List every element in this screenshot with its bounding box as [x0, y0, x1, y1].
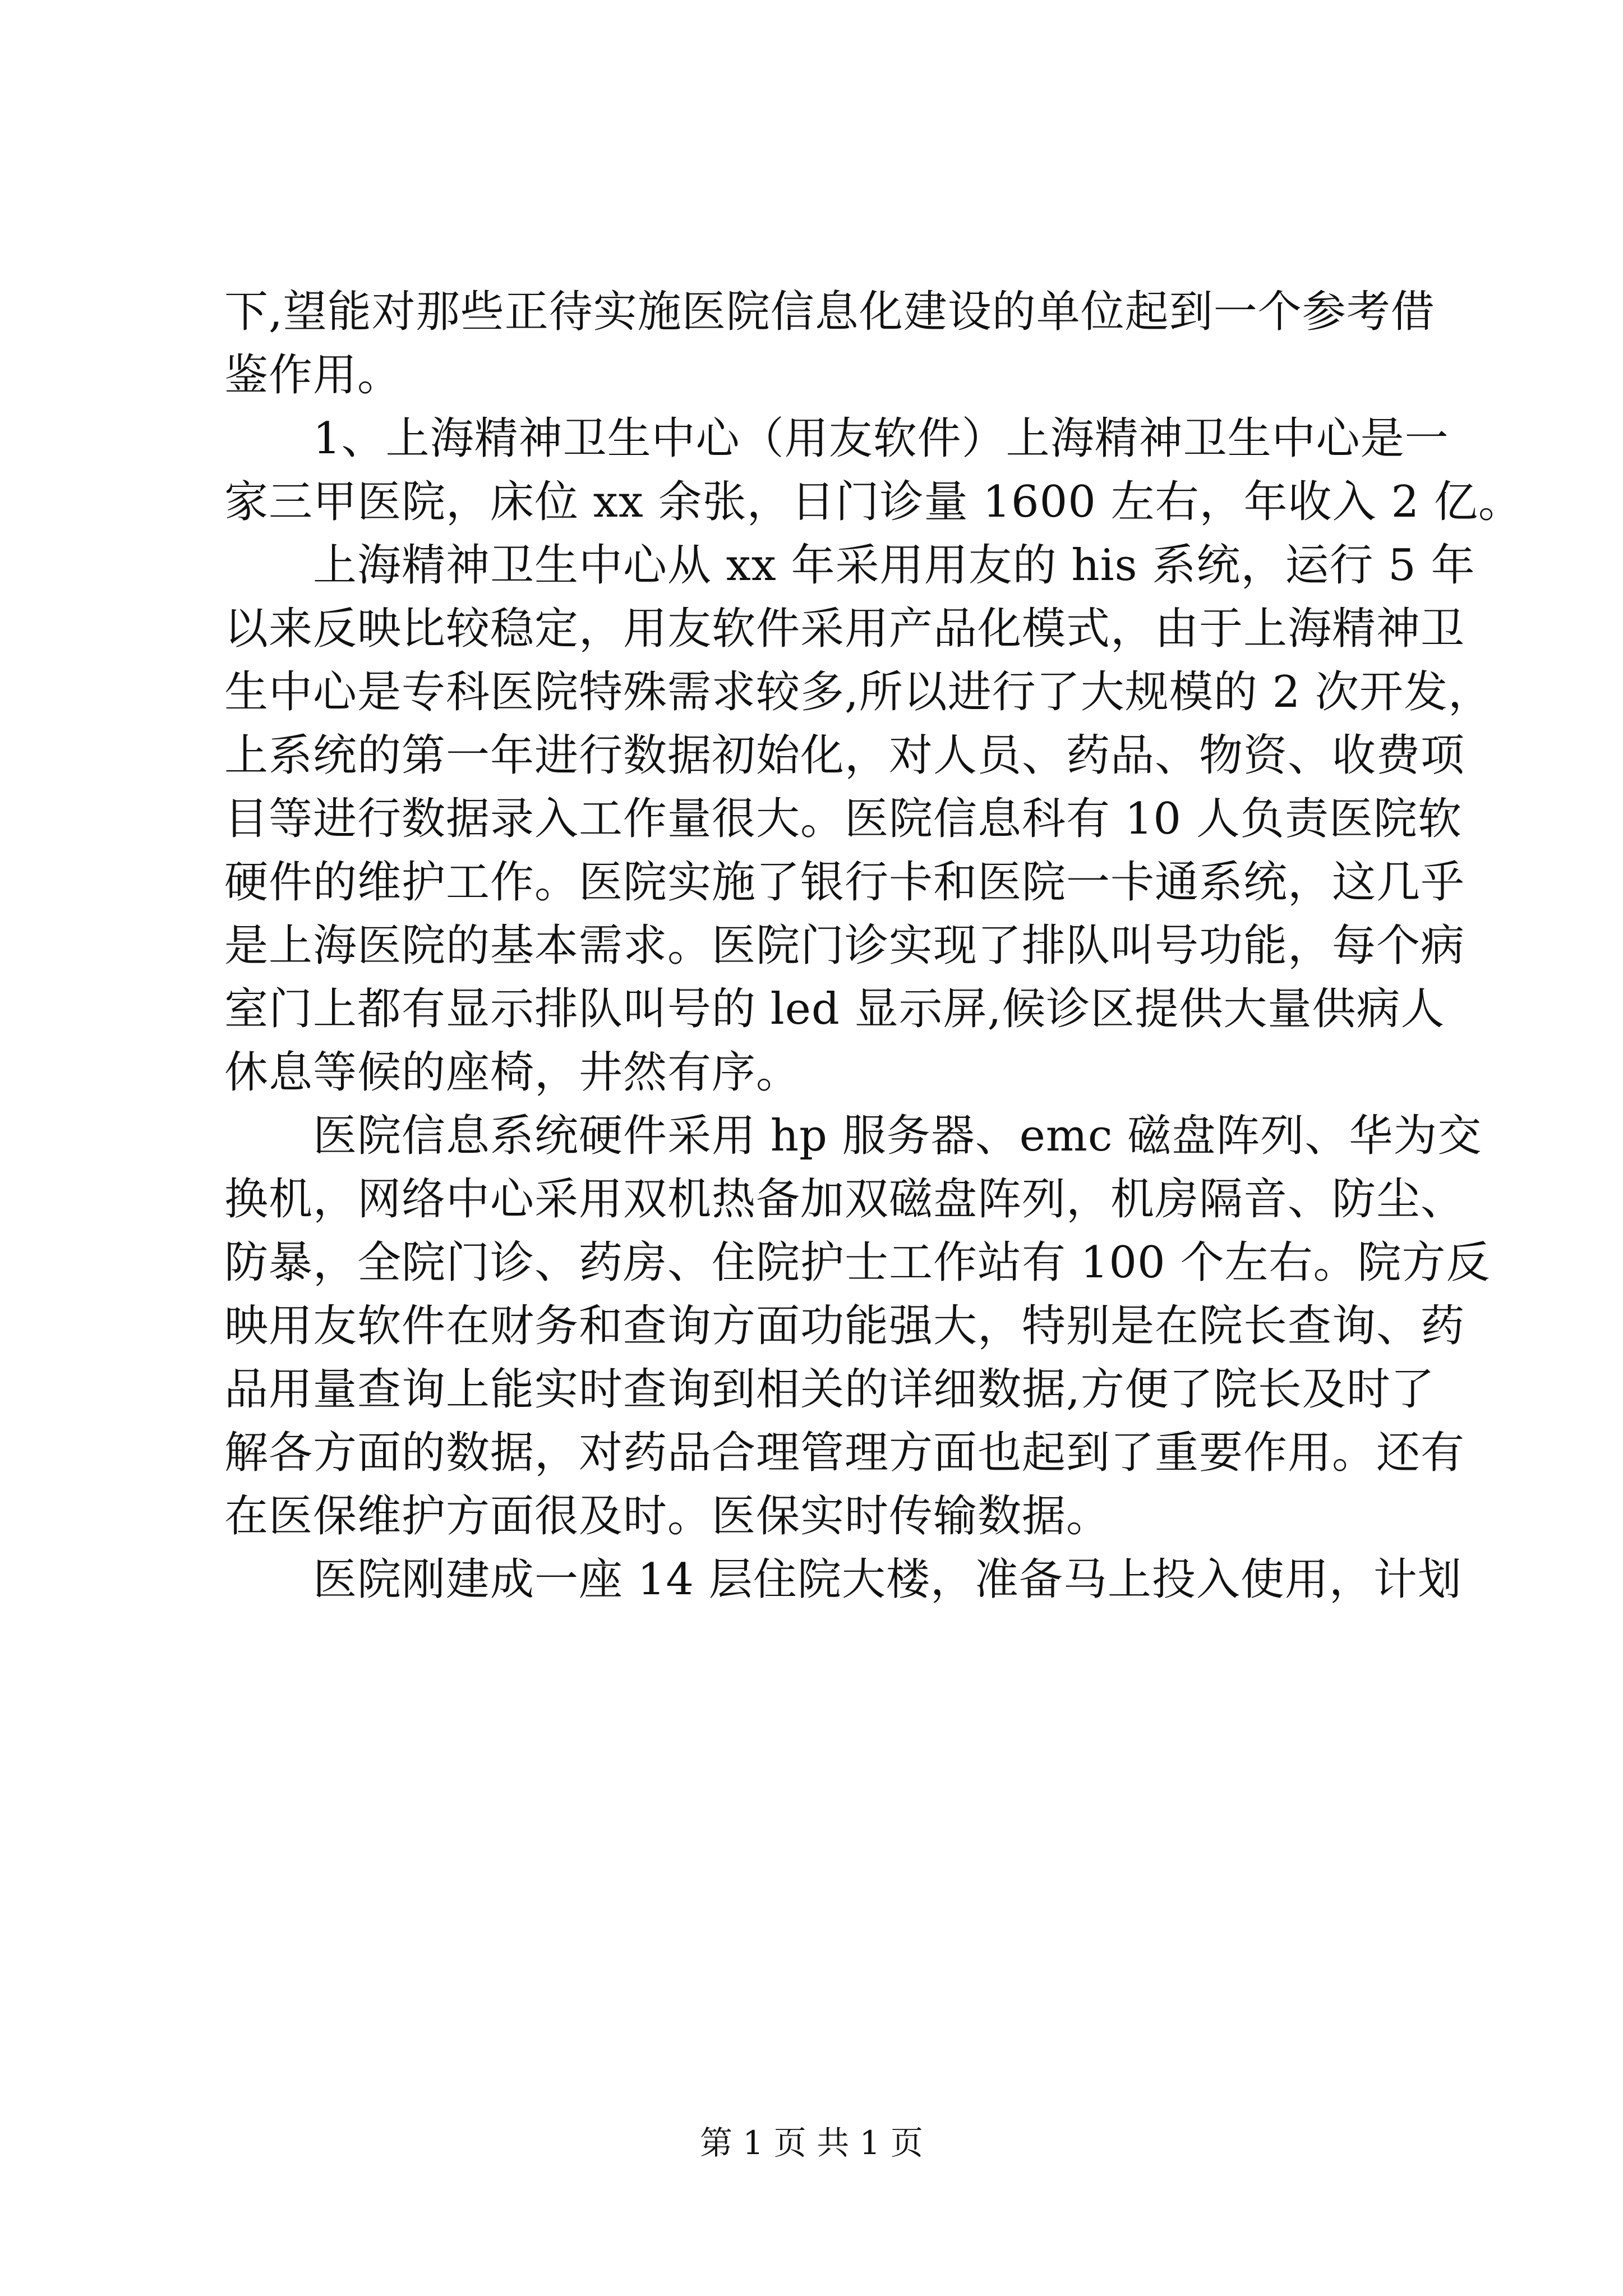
- text-line: 以来反映比较稳定，用友软件采用产品化模式，由于上海精神卫: [224, 604, 1465, 654]
- text-line: 目等进行数据录入工作量很大。医院信息科有 10 人负责医院软: [224, 794, 1462, 844]
- text-line: 在医保维护方面很及时。医保实时传输数据。: [224, 1491, 1111, 1542]
- text-line: 上海精神卫生中心从 xx 年采用用友的 his 系统，运行 5 年: [224, 540, 1476, 591]
- text-line: 生中心是专科医院特殊需求较多,所以进行了大规模的 2 次开发，: [224, 667, 1493, 717]
- text-line: 鉴作用。: [224, 350, 402, 401]
- text-line: 下,望能对那些正待实施医院信息化建设的单位起到一个参考借: [224, 287, 1435, 337]
- text-line: 家三甲医院，床位 xx 余张，日门诊量 1600 左右，年收入 2 亿。: [224, 477, 1523, 527]
- page-footer: 第 1 页 共 1 页: [700, 2124, 923, 2162]
- text-line: 医院刚建成一座 14 层住院大楼，准备马上投入使用，计划: [224, 1554, 1462, 1605]
- document-body: [224, 280, 1523, 1612]
- text-line: 换机，网络中心采用双机热备加双磁盘阵列，机房隔音、防尘、: [224, 1174, 1465, 1225]
- text-line: 休息等候的座椅，井然有序。: [224, 1047, 801, 1098]
- text-line: 品用量查询上能实时查询到相关的详细数据,方便了院长及时了: [224, 1364, 1435, 1415]
- text-line: 室门上都有显示排队叫号的 led 显示屏,候诊区提供大量供病人: [224, 984, 1445, 1034]
- text-line: 硬件的维护工作。医院实施了银行卡和医院一卡通系统，这几乎: [224, 857, 1465, 908]
- text-line: 解各方面的数据，对药品合理管理方面也起到了重要作用。还有: [224, 1428, 1465, 1478]
- text-line: 防暴，全院门诊、药房、住院护士工作站有 100 个左右。院方反: [224, 1237, 1491, 1288]
- text-line: 映用友软件在财务和查询方面功能强大，特别是在院长查询、药: [224, 1301, 1465, 1351]
- text-line: 医院信息系统硬件采用 hp 服务器、emc 磁盘阵列、华为交: [224, 1111, 1482, 1161]
- text-line: 1、上海精神卫生中心（用友软件）上海精神卫生中心是一: [224, 413, 1449, 464]
- text-line: 上系统的第一年进行数据初始化，对人员、药品、物资、收费项: [224, 730, 1465, 781]
- text-line: 是上海医院的基本需求。医院门诊实现了排队叫号功能，每个病: [224, 921, 1465, 971]
